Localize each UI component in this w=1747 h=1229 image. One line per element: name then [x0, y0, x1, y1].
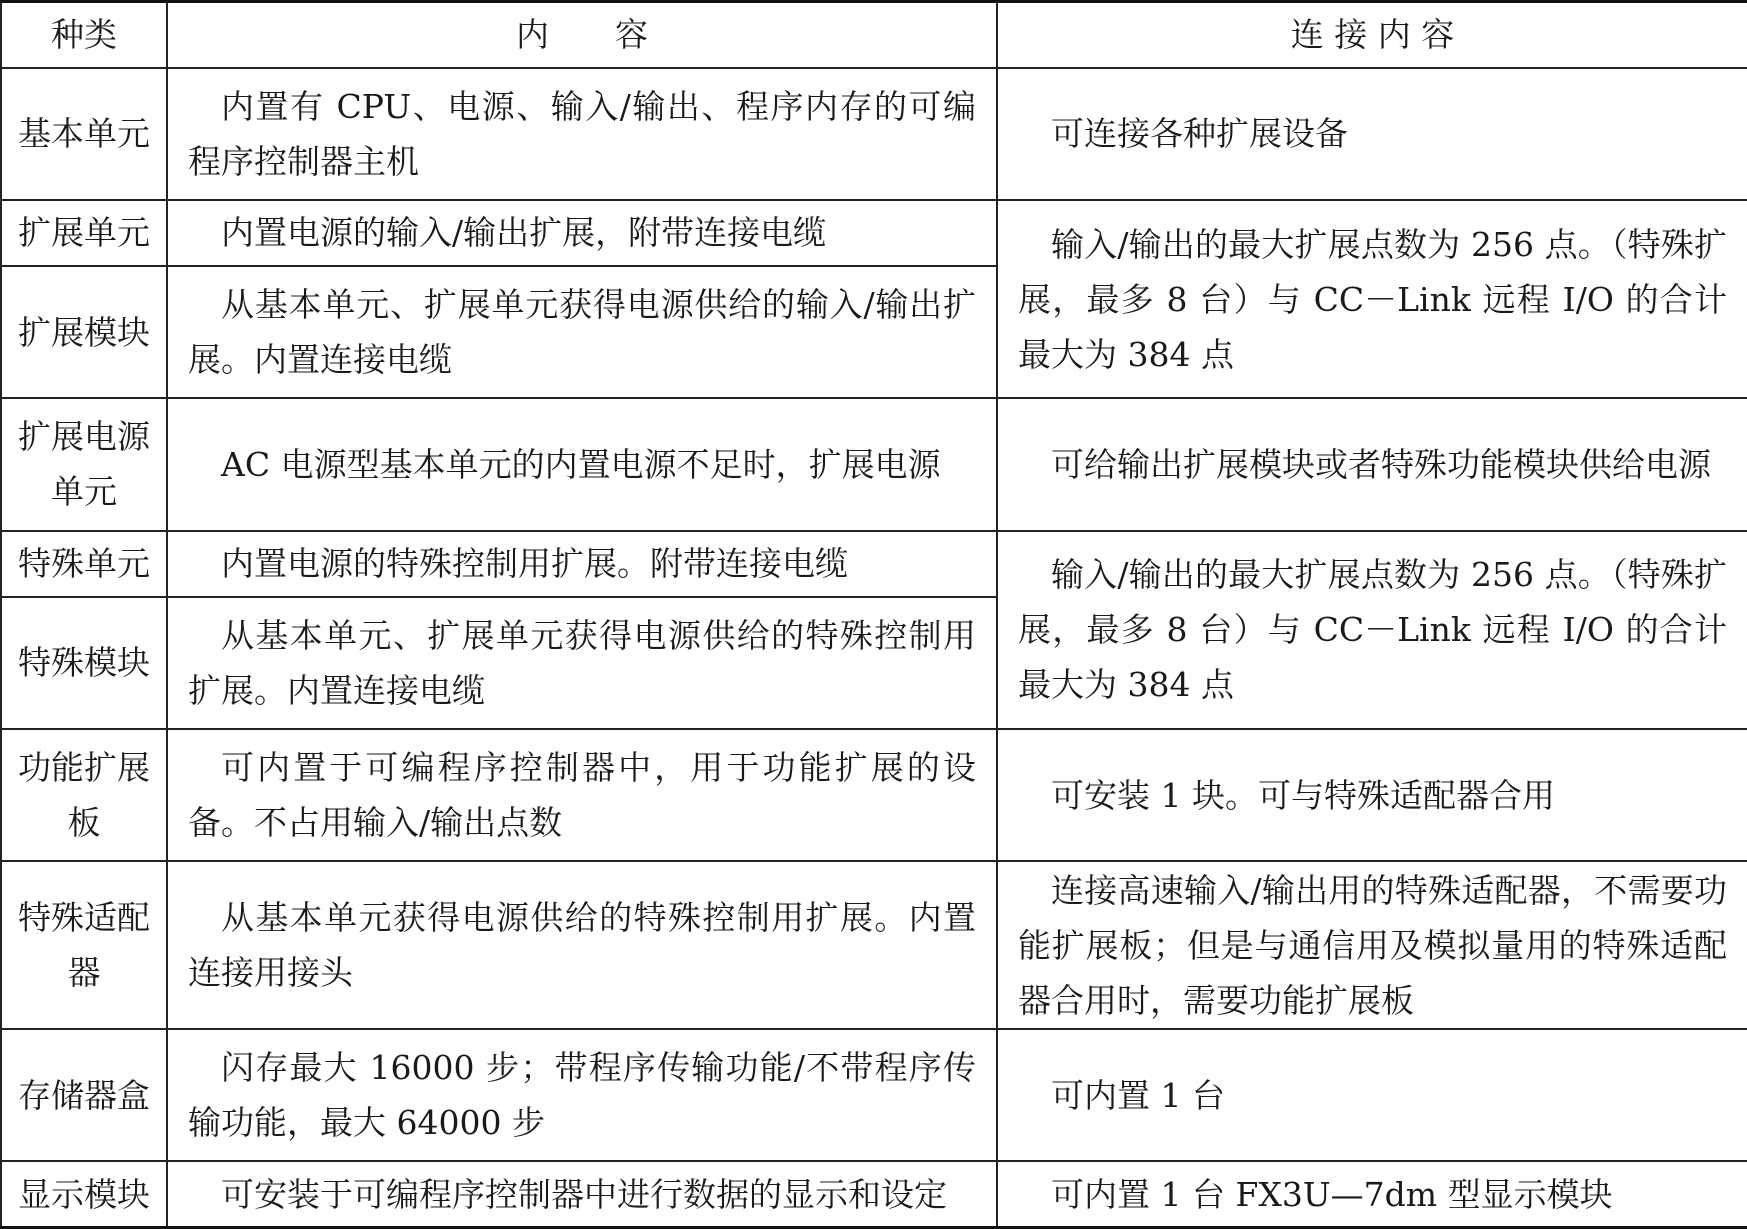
- row-content: 内置电源的特殊控制用扩展。附带连接电缆: [167, 531, 997, 597]
- header-kind: 种类: [1, 2, 167, 68]
- row-connection: 可内置 1 台: [997, 1029, 1747, 1161]
- header-connection: 连 接 内 容: [997, 2, 1747, 68]
- row-kind: 基本单元: [1, 68, 167, 200]
- row-content: 可安装于可编程序控制器中进行数据的显示和设定: [167, 1161, 997, 1227]
- row-kind: 扩展电源单元: [1, 398, 167, 530]
- row-connection: 可连接各种扩展设备: [997, 68, 1747, 200]
- table-row: [1, 1029, 1747, 1161]
- row-kind: 扩展单元: [1, 200, 167, 266]
- table-row: [1, 531, 1747, 597]
- table-row: [1, 68, 1747, 200]
- row-content: 可内置于可编程序控制器中，用于功能扩展的设备。不占用输入/输出点数: [167, 729, 997, 861]
- table-row: [1, 861, 1747, 1028]
- table-header-row: [1, 2, 1747, 68]
- row-kind: 功能扩展板: [1, 729, 167, 861]
- table-row: [1, 398, 1747, 530]
- row-content: 从基本单元、扩展单元获得电源供给的特殊控制用扩展。内置连接电缆: [167, 597, 997, 729]
- row-content: 内置电源的输入/输出扩展，附带连接电缆: [167, 200, 997, 266]
- row-content: AC 电源型基本单元的内置电源不足时，扩展电源: [167, 398, 997, 530]
- table-row: [1, 200, 1747, 266]
- row-connection: 可安装 1 块。可与特殊适配器合用: [997, 729, 1747, 861]
- row-content: 从基本单元、扩展单元获得电源供给的输入/输出扩展。内置连接电缆: [167, 266, 997, 398]
- row-connection: 可内置 1 台 FX3U—7dm 型显示模块: [997, 1161, 1747, 1227]
- row-kind: 特殊适配器: [1, 861, 167, 1028]
- header-content: 内 容: [167, 2, 997, 68]
- row-connection: 连接高速输入/输出用的特殊适配器，不需要功能扩展板；但是与通信用及模拟量用的特殊适配器合用时，需要功能扩展板: [997, 861, 1747, 1028]
- row-kind: 显示模块: [1, 1161, 167, 1227]
- row-kind: 存储器盒: [1, 1029, 167, 1161]
- table-row: [1, 1161, 1747, 1227]
- row-content: 闪存最大 16000 步；带程序传输功能/不带程序传输功能，最大 64000 步: [167, 1029, 997, 1161]
- row-content: 从基本单元获得电源供给的特殊控制用扩展。内置连接用接头: [167, 861, 997, 1028]
- row-connection: 输入/输出的最大扩展点数为 256 点。（特殊扩展，最多 8 台）与 CC－Link 远程 I/O 的合计最大为 384 点: [997, 531, 1747, 729]
- row-kind: 特殊模块: [1, 597, 167, 729]
- table-row: [1, 729, 1747, 861]
- row-connection: 输入/输出的最大扩展点数为 256 点。（特殊扩展，最多 8 台）与 CC－Link 远程 I/O 的合计最大为 384 点: [997, 200, 1747, 398]
- row-kind: 扩展模块: [1, 266, 167, 398]
- row-content: 内置有 CPU、电源、输入/输出、程序内存的可编程序控制器主机: [167, 68, 997, 200]
- row-connection: 可给输出扩展模块或者特殊功能模块供给电源: [997, 398, 1747, 530]
- row-kind: 特殊单元: [1, 531, 167, 597]
